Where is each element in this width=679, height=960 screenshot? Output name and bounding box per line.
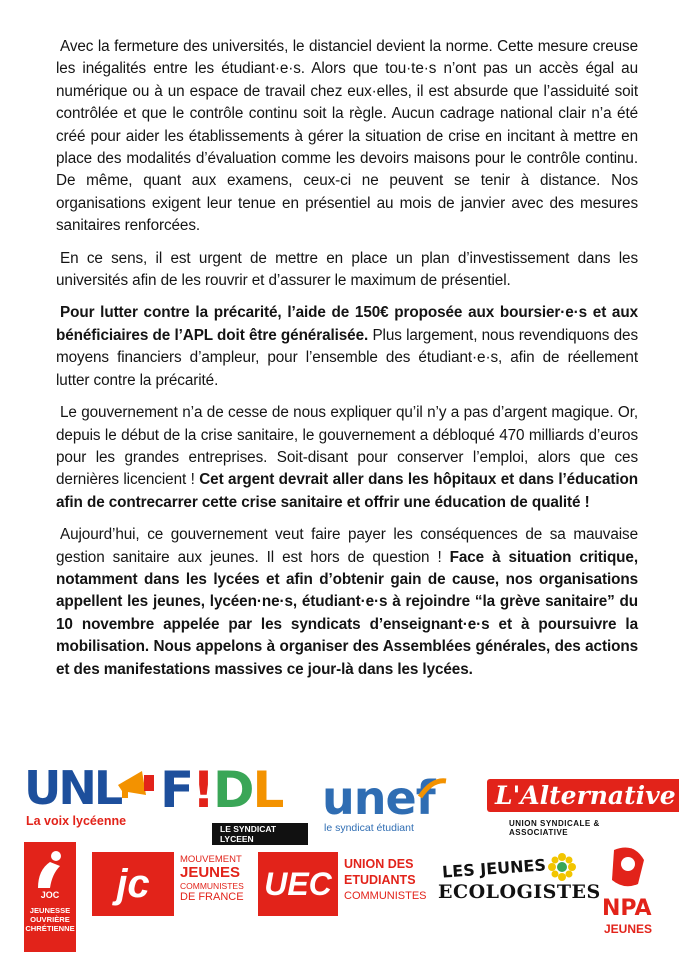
mjcf-line-3: COMMUNISTES	[180, 881, 244, 891]
ecolo-line-1: LES JEUNES	[441, 855, 547, 882]
uec-line-1: UNION DES	[344, 857, 414, 871]
bold-run: Pour lutter contre la précarité, l’aide de 150€ proposée aux boursier·e·s et aux bénéficiaires de l’APL doit être généralisée.	[56, 304, 638, 344]
mjcf-logo	[92, 852, 252, 916]
text-run: Aujourd’hui, ce gouvernement veut faire payer les conséquences de sa mauvaise gestion sanitaire aux jeunes. Il est hors de question !	[56, 526, 638, 566]
npa-jeunes-logo	[598, 842, 662, 952]
joc-line-2: OUVRIÈRE	[30, 915, 70, 924]
uec-line-2: ETUDIANTS	[344, 873, 416, 887]
mjcf-line-4: DE FRANCE	[180, 891, 244, 903]
mjcf-line-1: MOUVEMENT	[180, 854, 242, 865]
paragraph-3	[56, 302, 638, 392]
uec-line-3: COMMUNISTES	[344, 890, 427, 902]
joc-logo	[24, 842, 76, 952]
text-run: Avec la fermeture des universités, le distanciel devient la norme. Cette mesure creuse les inégalités entre les étudiant·e·s. Alors que tou·te·s n’ont pas un accès égal au numérique ou à un espace de travail chez eux·elles, il est absurde que l’assiduité soit contrôlée et que le contrôle continu soit la règle. Aucun cadrage national clair n’a été créé pour aider les établissements à gérer la situation de crise en incitant à mettre en place des modalités d’évaluation comme les devoirs maisons pour le contrôle continu. De même, quant aux examens, ceux-ci ne peuvent se tenir à distance. Nos organisations exigent leur tenue en présentiel au mois de janvier avec des mesures sanitaires renforcées.	[56, 38, 638, 235]
fidl-tagline: LE SYNDICAT LYCEEN	[212, 823, 308, 845]
fidl-logo	[160, 761, 308, 844]
unef-tagline: le syndicat étudiant	[324, 822, 414, 834]
paragraph-2	[56, 248, 638, 293]
paragraph-4	[56, 402, 638, 514]
mjcf-line-2: JEUNES	[180, 864, 241, 881]
npa-line-2: JEUNES	[604, 922, 653, 936]
joc-mark: JOC	[40, 890, 60, 900]
unef-wordmark: unef	[322, 771, 435, 825]
unef-swoosh-icon	[418, 777, 448, 801]
paragraph-1	[56, 36, 638, 238]
unl-wordmark: UNL	[24, 761, 121, 815]
text-run: En ce sens, il est urgent de mettre en place un plan d’investissement dans les universités afin de les rouvrir et d’assurer le maximum de présentiel.	[56, 249, 638, 290]
text-run: Plus largement, nous revendiquons des moyens financiers d’ampleur, pour l’ensemble des étudiant·e·s, afin de réellement lutter contre la précarité.	[56, 326, 638, 389]
fidl-letter-f: F	[160, 761, 193, 819]
bold-run: Face à situation critique, notamment dans les lycées et afin d’obtenir gain de cause, nos organisations appellent les jeunes, lycéen·ne·s, étudiant·e·s à rejoindre “la grève sanitaire” du 10 novembre appelée par les syndicats d’enseignant·e·s et à poursuivre la mobilisation. Nous appelons à organiser des Assemblées générales, des actions et des manifestations massives ce jour-là dans les lycées.	[56, 548, 638, 678]
sunflower-icon	[548, 853, 576, 881]
jeunes-ecologistes-logo	[438, 853, 601, 913]
alternative-logo	[487, 779, 676, 837]
paragraph-5	[56, 524, 638, 681]
uec-logo	[258, 852, 430, 916]
ecolo-line-2: ECOLOGISTES	[438, 881, 601, 903]
megaphone-icon	[116, 765, 158, 799]
fidl-letter-d: D	[212, 761, 253, 819]
text-run: Le gouvernement n’a de cesse de nous expliquer qu’il n’y a pas d’argent magique. Or, depuis le début de la crise sanitaire, le gouvernement a débloqué 470 milliards d’euros pour les grandes entreprises. Soit-disant pour conserver l’emploi, alors que ces dernières licencient !	[56, 404, 638, 489]
logo-band	[0, 755, 679, 960]
alternative-wordmark: L'Alternative	[487, 779, 679, 812]
joc-line-1: JEUNESSE	[29, 906, 71, 915]
article-body	[56, 36, 638, 691]
npa-line-1: NPA	[602, 896, 652, 921]
joc-line-3: CHRÉTIENNE	[25, 924, 75, 933]
fidl-letter-i: !	[192, 761, 213, 819]
alternative-tagline: UNION SYNDICALE & ASSOCIATIVE	[509, 819, 600, 837]
bold-run: Cet argent devrait aller dans les hôpitaux et dans l’éducation afin de contrecarrer cette crise sanitaire et offrir une éducation de qualité !	[56, 471, 639, 511]
joc-figure-icon	[30, 848, 70, 892]
unef-logo	[322, 771, 472, 841]
fidl-letter-l: L	[252, 761, 283, 819]
unl-tagline: La voix lycéenne	[26, 814, 127, 828]
megaphone-icon	[604, 842, 654, 894]
mjcf-mark: jc	[92, 852, 174, 916]
unl-logo	[24, 761, 174, 831]
uec-mark: UEC	[258, 852, 338, 916]
